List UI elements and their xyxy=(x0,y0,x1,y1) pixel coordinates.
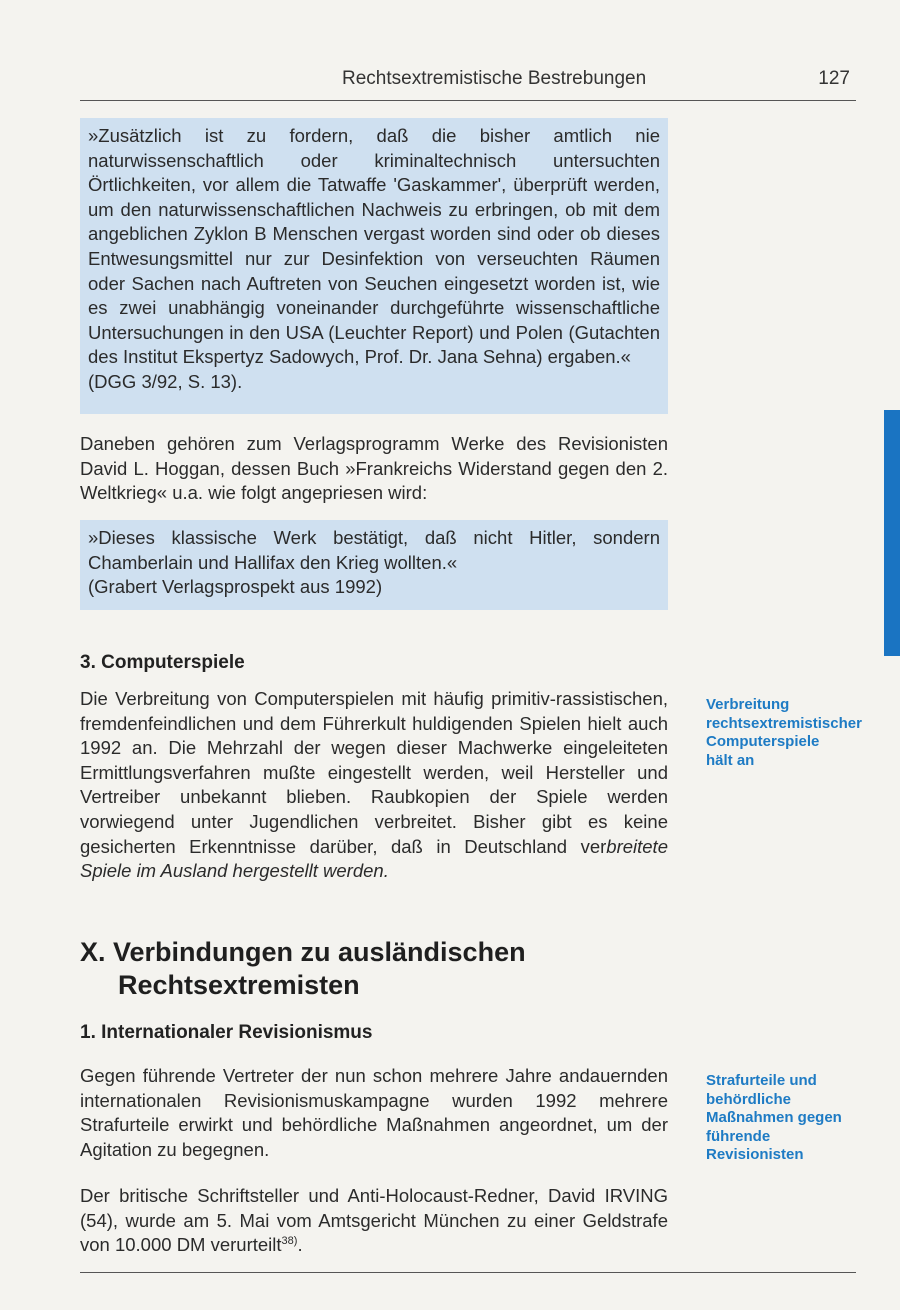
paragraph-text xyxy=(80,1184,668,1258)
paragraph-text xyxy=(80,687,668,884)
paragraph-irving-end: . xyxy=(297,1234,303,1256)
quote-box-grabert xyxy=(80,520,668,610)
margin-note-computerspiele: Verbreitung rechtsextremistischer Computerspiele hält an xyxy=(706,696,862,769)
footer-rule xyxy=(80,1272,856,1273)
paragraph-hoggan xyxy=(80,432,668,506)
paragraph-irving xyxy=(80,1184,668,1258)
footnote-reference[interactable]: 38) xyxy=(281,1235,298,1248)
paragraph-revisionismus xyxy=(80,1064,668,1162)
chapter-heading-line2: Rechtsextremisten xyxy=(118,970,360,1000)
margin-note-revisionisten: Strafurteile und behördliche Maßnahmen gegen führende Revisionisten xyxy=(706,1072,842,1163)
paragraph-text: Daneben gehören zum Verlagsprogramm Werke des Revisionisten David L. Hoggan, dessen Buch »Frankreichs Widerstand gegen den 2. Weltkrieg« u.a. wie folgt angepriesen wird: xyxy=(80,433,668,504)
paragraph-computerspiele xyxy=(80,687,668,884)
chapter-heading-line1: X. Verbindungen zu ausländischen xyxy=(80,937,526,967)
section-heading-computerspiele: 3. Computerspiele xyxy=(80,652,245,673)
quote-box-dgg xyxy=(80,118,668,414)
header-title: Rechtsextremistische Bestrebungen xyxy=(342,68,647,89)
quote-text: »Dieses klassische Werk bestätigt, daß nicht Hitler, sondern Chamberlain und Hallifax den Krieg wollten.« xyxy=(88,527,660,573)
quote-text: »Zusätzlich ist zu fordern, daß die bisher amtlich nie naturwissenschaftlich oder kriminaltechnisch untersuchten Örtlichkeiten, vor allem die Tatwaffe 'Gaskammer', überprüft werden, um den naturwissenschaftlichen Nachweis zu erbringen, ob mit dem angeblichen Zyklon B Menschen vergast worden sind oder ob dieses Entwesungsmittel nur zur Desinfektion von verseuchten Räumen oder Sachen nach Auftreten von Seuchen eingesetzt worden ist, wie es zwei unabhängig voneinander durchgeführte wissenschaftliche Untersuchungen in den USA (Leuchter Report) und Polen (Gutachten des Institut Ekspertyz Sadowych, Prof. Dr. Jana Sehna) ergaben.« xyxy=(88,125,660,368)
paragraph-main-text: Die Verbreitung von Computerspielen mit häufig primitiv-rassistischen, fremdenfeindlichen und dem Führerkult huldigenden Spielen hielt auch 1992 an. Die Mehrzahl der wegen dieser Machwerke eingeleiteten Ermittlungsverfahren mußte eingestellt werden, weil Hersteller und Vertreiber unbekannt blieben. Raubkopien der Spiele werden vorwiegend unter Jugendlichen verbreitet. Bisher gibt es keine gesicherten Erkenntnisse darüber, daß in Deutschland ver xyxy=(80,688,668,857)
section-heading-revisionismus: 1. Internationaler Revisionismus xyxy=(80,1022,373,1043)
running-header xyxy=(80,64,856,101)
paragraph-irving-text: Der britische Schriftsteller und Anti-Holocaust-Redner, David IRVING (54), wurde am 5. Mai vom Amtsgericht München zu einer Geldstrafe von 10.000 DM verurteilt xyxy=(80,1185,668,1256)
edge-marker xyxy=(884,410,900,656)
quote-source: (DGG 3/92, S. 13). xyxy=(88,370,243,392)
paragraph-text: Gegen führende Vertreter der nun schon mehrere Jahre andauernden internationalen Revisionismuskampagne wurden 1992 mehrere Strafurteile erwirkt und behördliche Maßnahmen angeordnet, um der Agitation zu begegnen. xyxy=(80,1065,668,1160)
chapter-heading xyxy=(80,936,526,1002)
page-number: 127 xyxy=(818,68,850,89)
paragraph-italic-text: breitete Spiele im Ausland hergestellt werden. xyxy=(80,835,668,882)
quote-source: (Grabert Verlagsprospekt aus 1992) xyxy=(88,576,383,598)
